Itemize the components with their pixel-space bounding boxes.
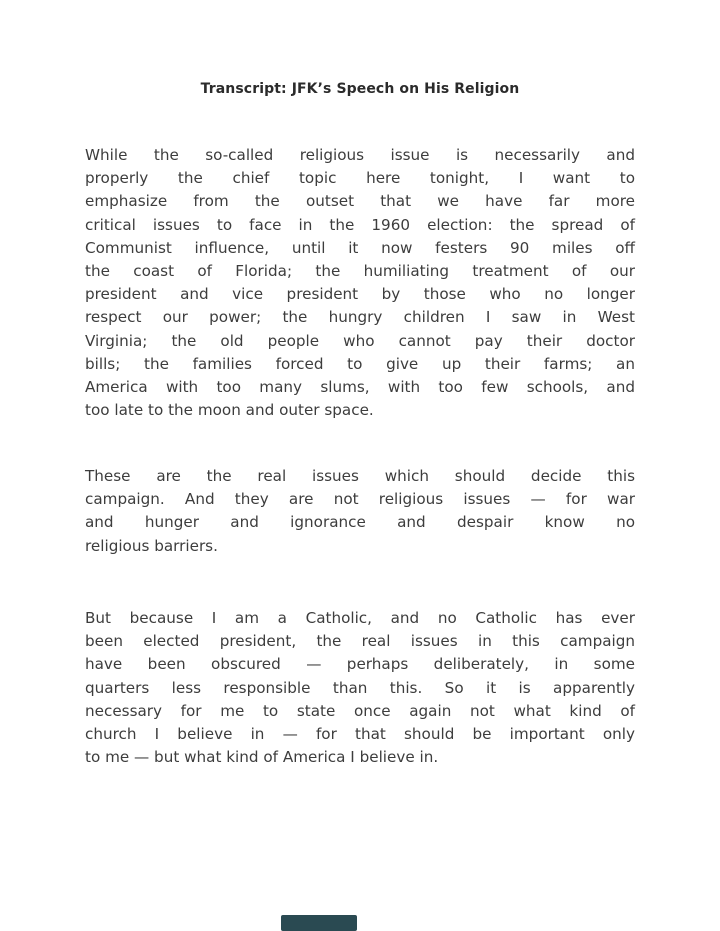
text-line: religious barriers. xyxy=(85,536,218,555)
text-line: president and vice president by those who no longer xyxy=(85,285,635,304)
text-line: church I believe in — for that should be important only xyxy=(85,725,635,744)
text-line: necessary for me to state once again not what kind of xyxy=(85,701,635,720)
text-line: quarters less responsible than this. So it is apparently xyxy=(85,678,635,697)
document-title: Transcript: JFK’s Speech on His Religion xyxy=(200,81,520,97)
text-line: respect our power; the hungry children I saw in West xyxy=(85,308,635,327)
text-line: properly the chief topic here tonight, I want to xyxy=(85,169,635,188)
text-line: campaign. And they are not religious issues — for war xyxy=(85,490,635,509)
paragraph-2 xyxy=(85,465,635,558)
text-line: bills; the families forced to give up their farms; an xyxy=(85,354,635,373)
text-line: These are the real issues which should decide this xyxy=(85,467,635,485)
bottom-bar xyxy=(281,915,357,931)
text-line: been elected president, the real issues in this campaign xyxy=(85,632,635,651)
text-line: to me — but what kind of America I believe in. xyxy=(85,748,439,767)
text-line: America with too many slums, with too few schools, and xyxy=(85,378,635,397)
text-line: Virginia; the old people who cannot pay their doctor xyxy=(85,331,635,350)
text-line: and hunger and ignorance and despair know no xyxy=(85,513,635,532)
text-line: While the so-called religious issue is necessarily and xyxy=(85,146,635,164)
text-line: too late to the moon and outer space. xyxy=(85,401,374,420)
paragraph-3 xyxy=(85,607,635,769)
text-line: Communist influence, until it now festers 90 miles off xyxy=(85,238,635,257)
text-line: critical issues to face in the 1960 election: the spread of xyxy=(85,215,635,234)
text-line: emphasize from the outset that we have far more xyxy=(85,192,635,211)
text-line: the coast of Florida; the humiliating treatment of our xyxy=(85,262,635,281)
text-line: But because I am a Catholic, and no Catholic has ever xyxy=(85,609,635,627)
text-line: have been obscured — perhaps deliberately, in some xyxy=(85,655,635,674)
paragraph-1 xyxy=(85,144,635,422)
